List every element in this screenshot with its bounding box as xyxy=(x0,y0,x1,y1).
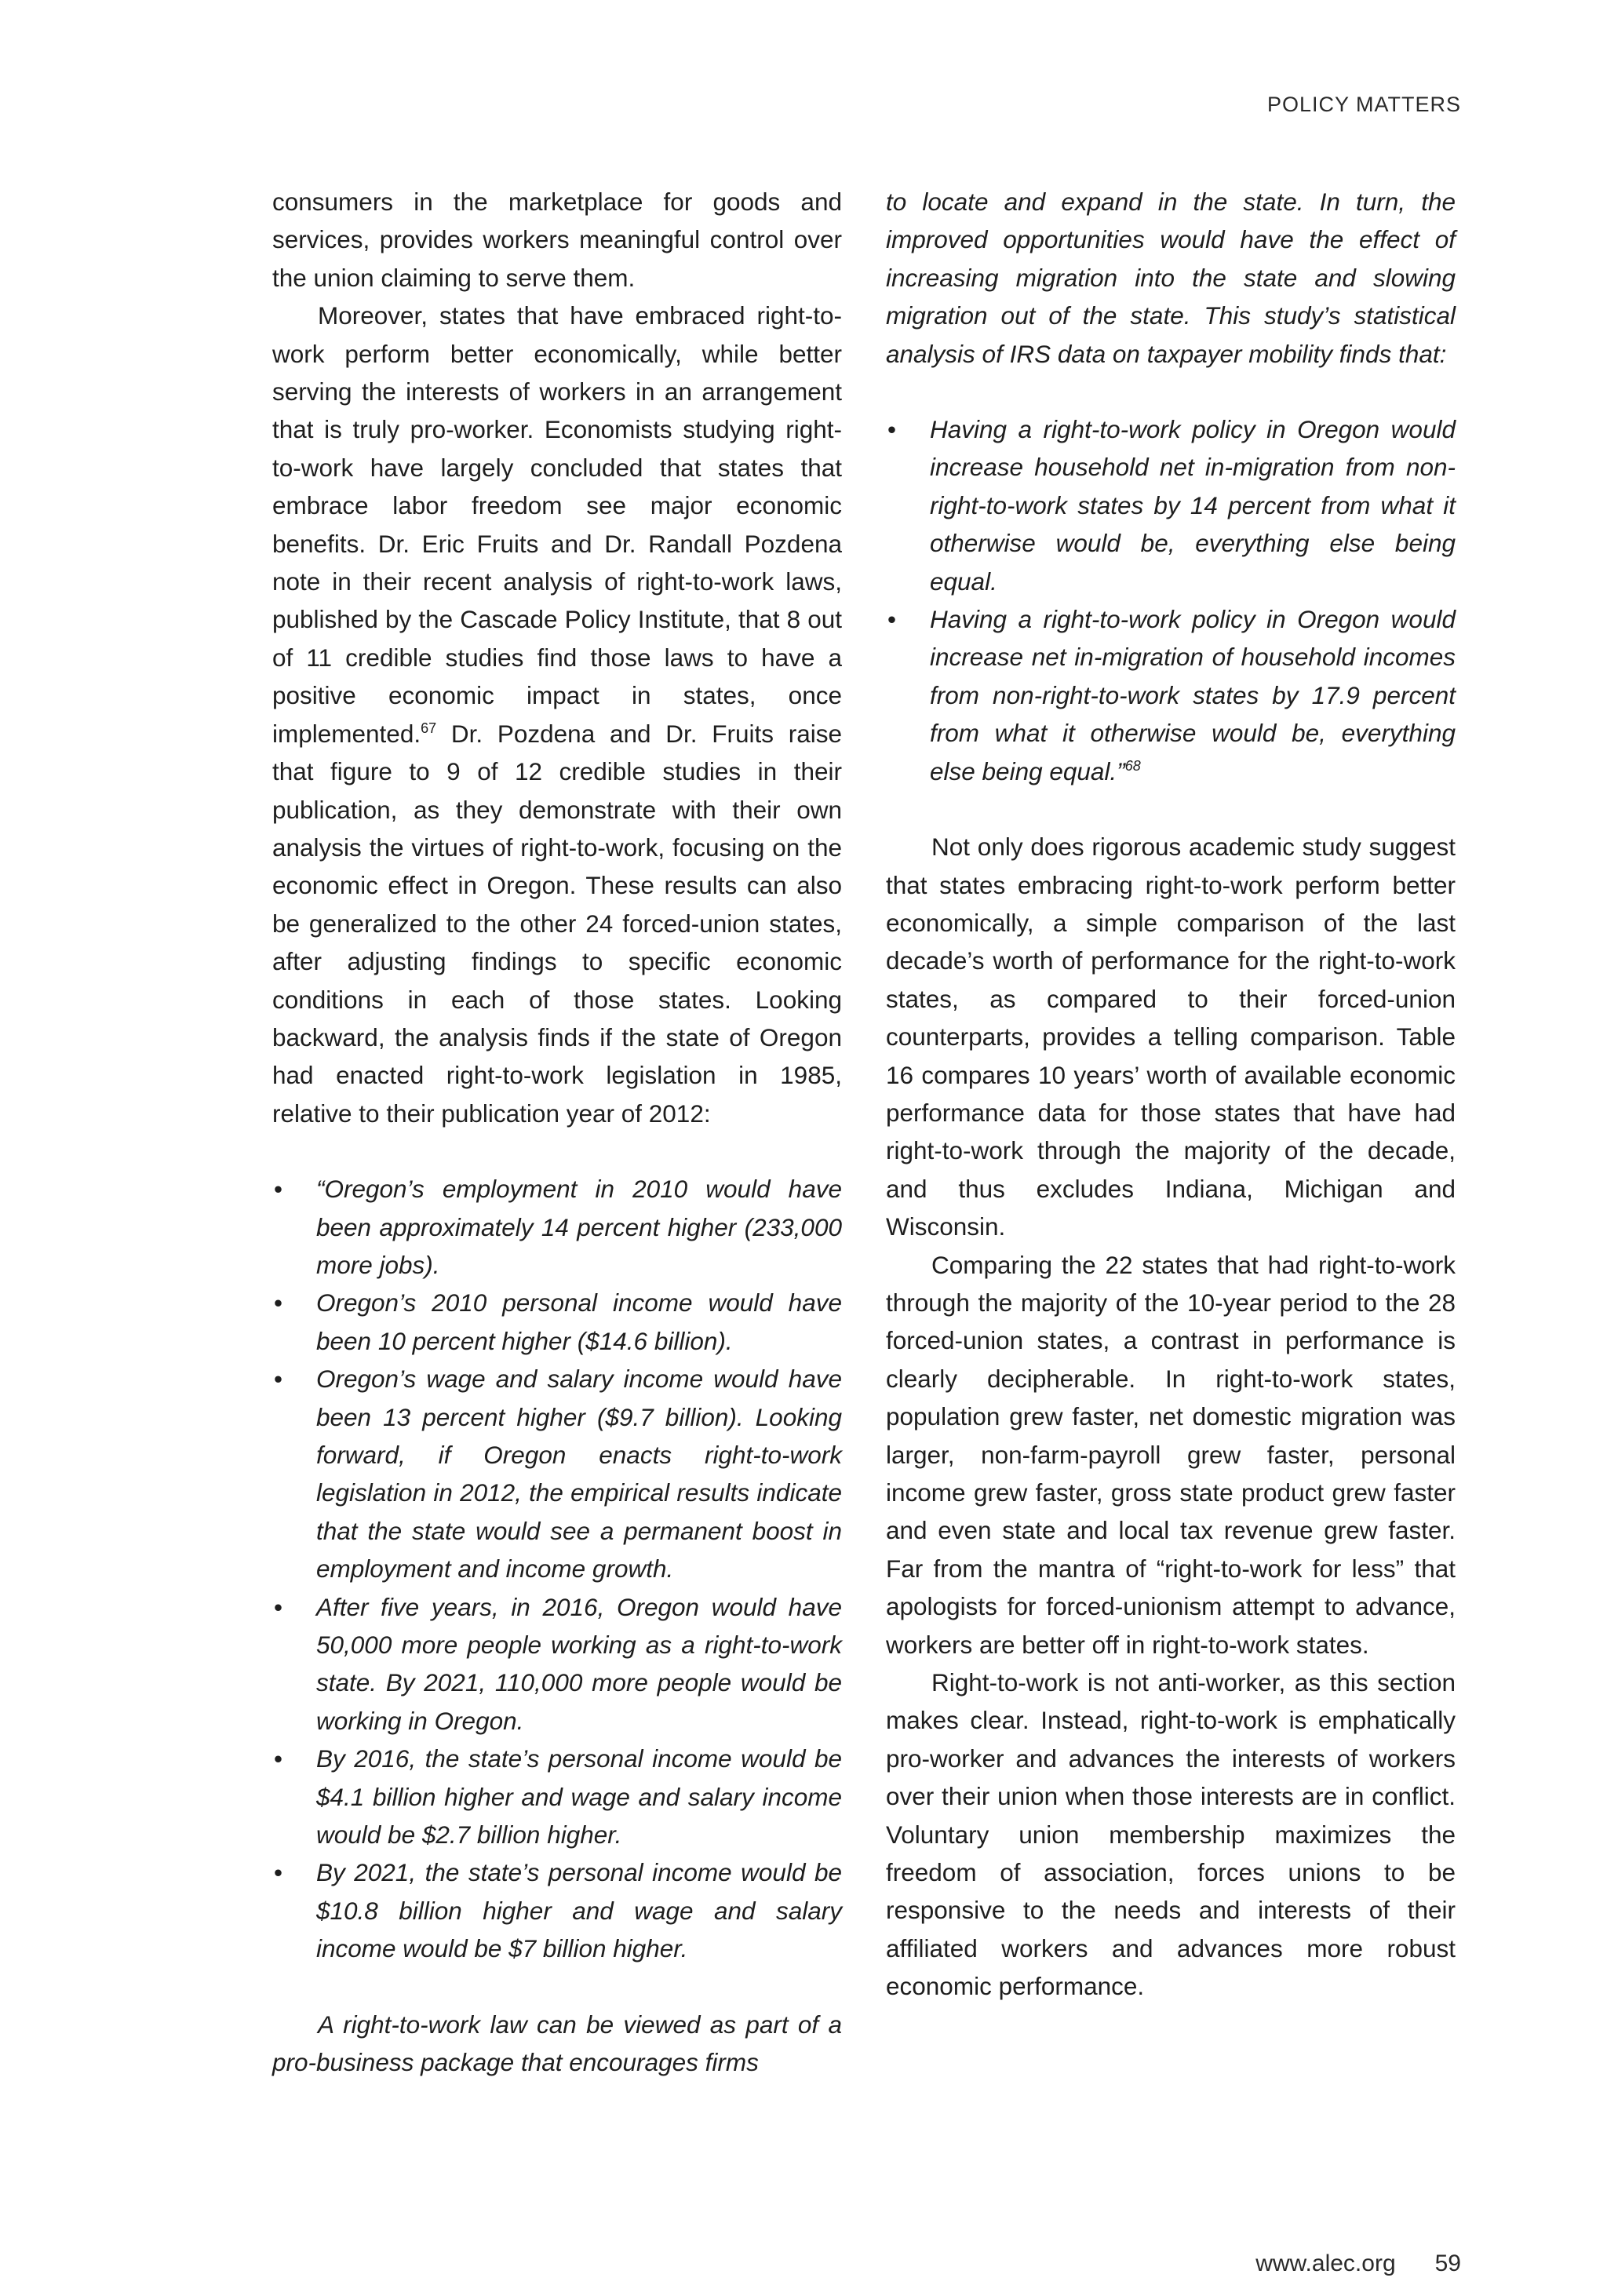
left-paragraph-2-text-b: Dr. Pozdena and Dr. Fruits raise that figure to 9 of 12 credible studies in their publication, as they demonstrate with their own analysis the virtues of right-to-work, focusing on the economic effect in Oregon. These results can also be generalized to the other 24 forced-union states, after adjusting findings to specific economic conditions in each of those states. Looking backward, the analysis finds if the state of Oregon had enacted right-to-work legislation in 1985, relative to their publication year of 2012: xyxy=(272,719,842,1128)
left-paragraph-2-text-a: Moreover, states that have embraced right-to-work perform better economically, while better serving the interests of workers in an arrangement that is truly pro-worker. Economists studying right-to-work have largely concluded that states that embrace labor freedom see major economic benefits. Dr. Eric Fruits and Dr. Randall Pozdena note in their recent analysis of right-to-work laws, published by the Cascade Policy Institute, that 8 out of 11 credible studies find those laws to have a positive economic impact in states, once implemented. xyxy=(272,301,842,748)
footnote-ref-67: 67 xyxy=(421,720,437,736)
list-item: • After five years, in 2016, Oregon would have 50,000 more people working as a right-to-work state. By 2021, 110,000 more people would be working in Oregon. xyxy=(274,1592,842,1735)
list-item: • Oregon’s 2010 personal income would have been 10 percent higher ($14.6 billion). xyxy=(274,1288,842,1355)
list-item: • Oregon’s wage and salary income would have been 13 percent higher ($9.7 billion). Looking forward, if Oregon enacts right-to-work legislation in 2012, the empirical results indicate that the state would see a permanent boost in employment and income growth. xyxy=(274,1365,842,1584)
right-paragraph-1: to locate and expand in the state. In turn, the improved opportunities would have the effect of increasing migration into the state and slowing migration out of the state. This study’s statistical analysis of IRS data on taxpayer mobility finds that: xyxy=(886,188,1456,368)
page-footer xyxy=(1255,2250,1461,2277)
right-column xyxy=(886,183,1456,2006)
right-bullet-list xyxy=(886,410,1456,790)
left-paragraph-3: A right-to-work law can be viewed as part of a pro-business package that encourages firms xyxy=(272,2010,842,2077)
page-number: 59 xyxy=(1434,2250,1461,2276)
right-paragraph-4: Right-to-work is not anti-worker, as this section makes clear. Instead, right-to-work is emphatically pro-worker and advances the interests of workers over their union when those interests are in conflict. Voluntary union membership maximizes the freedom of association, forces unions to be responsive to the needs and interests of their affiliated workers and advances more robust economic performance. xyxy=(886,1668,1456,2001)
list-item: • “Oregon’s employment in 2010 would have been approximately 14 percent higher (233,000 more jobs). xyxy=(274,1175,842,1279)
left-paragraph-1: consumers in the marketplace for goods and services, provides workers meaningful control over the union claiming to serve them. xyxy=(272,188,842,292)
list-item: • Having a right-to-work policy in Oregon would increase net in-migration of household incomes from non-right-to-work states by 17.9 percent from what it otherwise would be, everything else being equal.”$^{68}$ xyxy=(887,605,1456,785)
list-item: • Having a right-to-work policy in Oregon would increase household net in-migration from non-right-to-work states by 14 percent from what it otherwise would be, everything else being equal. xyxy=(887,415,1456,596)
left-column xyxy=(272,183,842,2082)
running-header: POLICY MATTERS xyxy=(1266,93,1461,116)
right-paragraph-3: Comparing the 22 states that had right-to-work through the majority of the 10-year period to the 28 forced-union states, a contrast in performance is clearly decipherable. In right-to-work states, population grew faster, net domestic migration was larger, non-farm-payroll grew faster, personal income grew faster, gross state product grew faster and even state and local tax revenue grew faster. Far from the mantra of “right-to-work for less” that apologists for forced-unionism attempt to advance, workers are better off in right-to-work states. xyxy=(886,1250,1456,1659)
list-item: • By 2016, the state’s personal income would be $4.1 billion higher and wage and salary income would be $2.7 billion higher. xyxy=(274,1744,842,1850)
footnote-ref-68: 68 xyxy=(1124,757,1141,774)
list-item: • By 2021, the state’s personal income would be $10.8 billion higher and wage and salary income would be $7 billion higher. xyxy=(274,1858,842,1963)
left-bullet-list xyxy=(272,1170,842,1968)
left-paragraph-2 xyxy=(272,297,842,1132)
footer-website: www.alec.org xyxy=(1255,2250,1396,2276)
right-paragraph-2: Not only does rigorous academic study suggest that states embracing right-to-work perform better economically, a simple comparison of the last decade’s worth of performance for the right-to-work states, as compared to their forced-union counterparts, provides a telling comparison. Table 16 compares 10 years’ worth of available economic performance data for those states that have had right-to-work through the majority of the decade, and thus excludes Indiana, Michigan and Wisconsin. xyxy=(886,833,1456,1241)
